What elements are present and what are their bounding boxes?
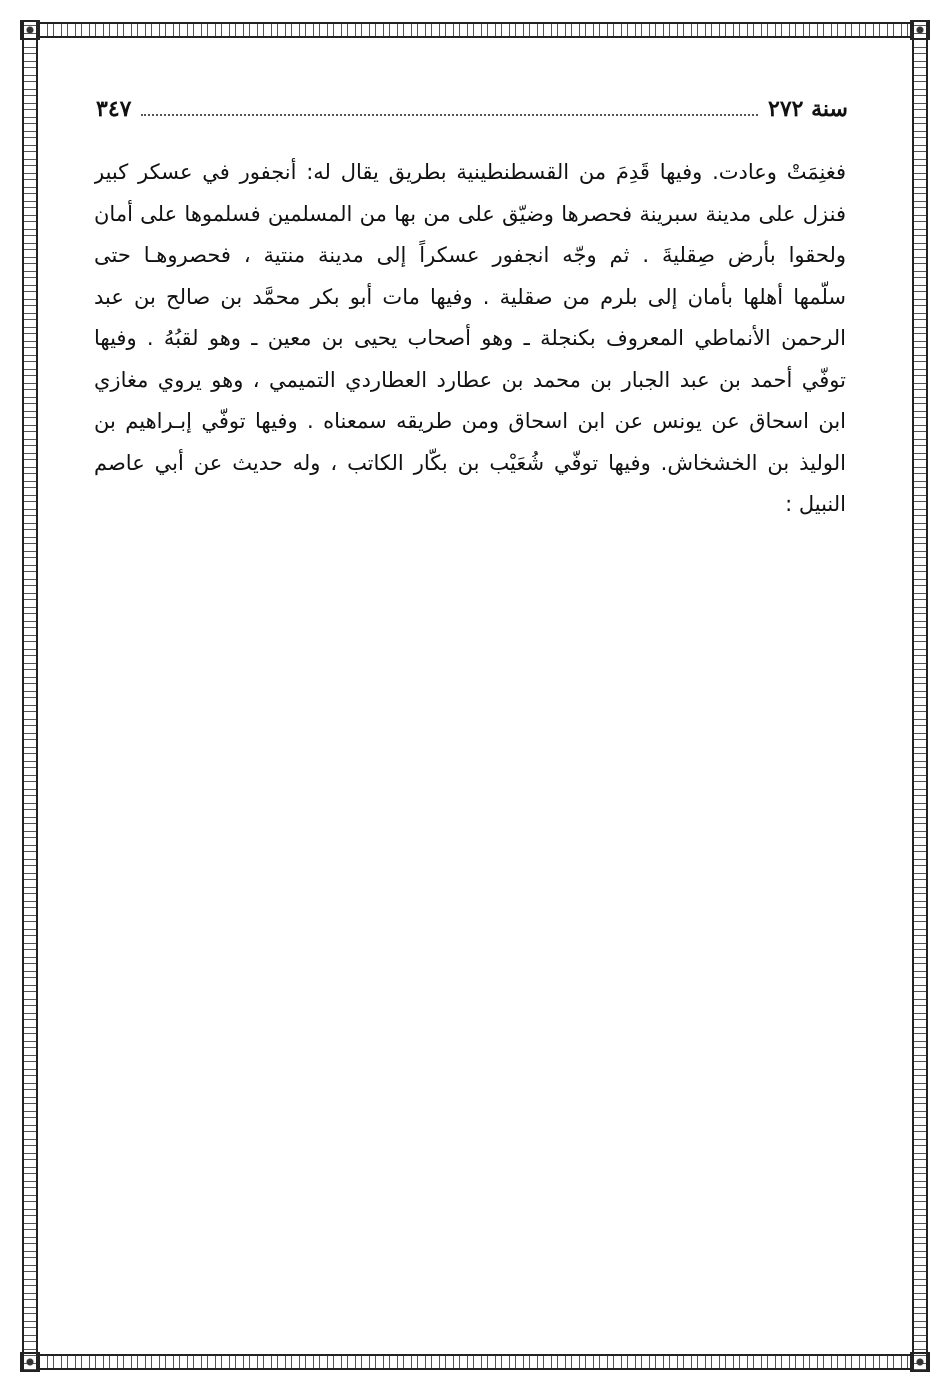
main-text-block (94, 152, 846, 526)
text-line: فنزل على مدينة سبرينة فحصرها وضيّق على من بها من المسلمين فسلموها على أمان (94, 201, 846, 226)
text-line: الرحمن الأنماطي المعروف بكنجلة ـ وهو أصحاب يحيى بن معين ـ وهو لقبُهُ . وفيها (94, 326, 846, 350)
text-line: النبيل : (785, 492, 846, 516)
text-line: ابن اسحاق عن يونس عن ابن اسحاق ومن طريقه سمعناه . وفيها توفّي إبـراهيم بن (94, 409, 846, 433)
border-corner-ornament (20, 1352, 40, 1372)
border-corner-ornament (20, 20, 40, 40)
decorative-border-bottom (22, 1354, 928, 1370)
decorative-border-left (22, 22, 38, 1370)
dotted-leader (141, 114, 758, 116)
text-line: توفّي أحمد بن عبد الجبار بن محمد بن عطارد العطاردي التميمي ، وهو يروي مغازي (94, 367, 846, 392)
text-line: فغنِمَتْ وعادت. وفيها قَدِمَ من القسطنطينية بطريق يقال له: أنجفور في عسكر كبير (94, 160, 846, 184)
text-line: الوليذ بن الخشخاش. وفيها توفّي شُعَيْب بن بكّار الكاتب ، وله حديث عن أبي عاصم (94, 450, 846, 475)
text-line: سلّمها أهلها بأمان إلى بلرم من صقلية . وفيها مات أبو بكر محمَّد بن صالح بن عبد (94, 284, 846, 309)
text-line: ولحقوا بأرض صِقليةَ . ثم وجّه انجفور عسكراً إلى مدينة منتية ، فحصروهـا حتى (94, 243, 846, 267)
running-header (96, 92, 848, 126)
decorative-border-right (912, 22, 928, 1370)
border-corner-ornament (910, 1352, 930, 1372)
border-corner-ornament (910, 20, 930, 40)
year-heading: سنة ٢٧٢ (768, 96, 848, 122)
page-number: ٣٤٧ (96, 96, 132, 122)
decorative-border-top (22, 22, 928, 38)
